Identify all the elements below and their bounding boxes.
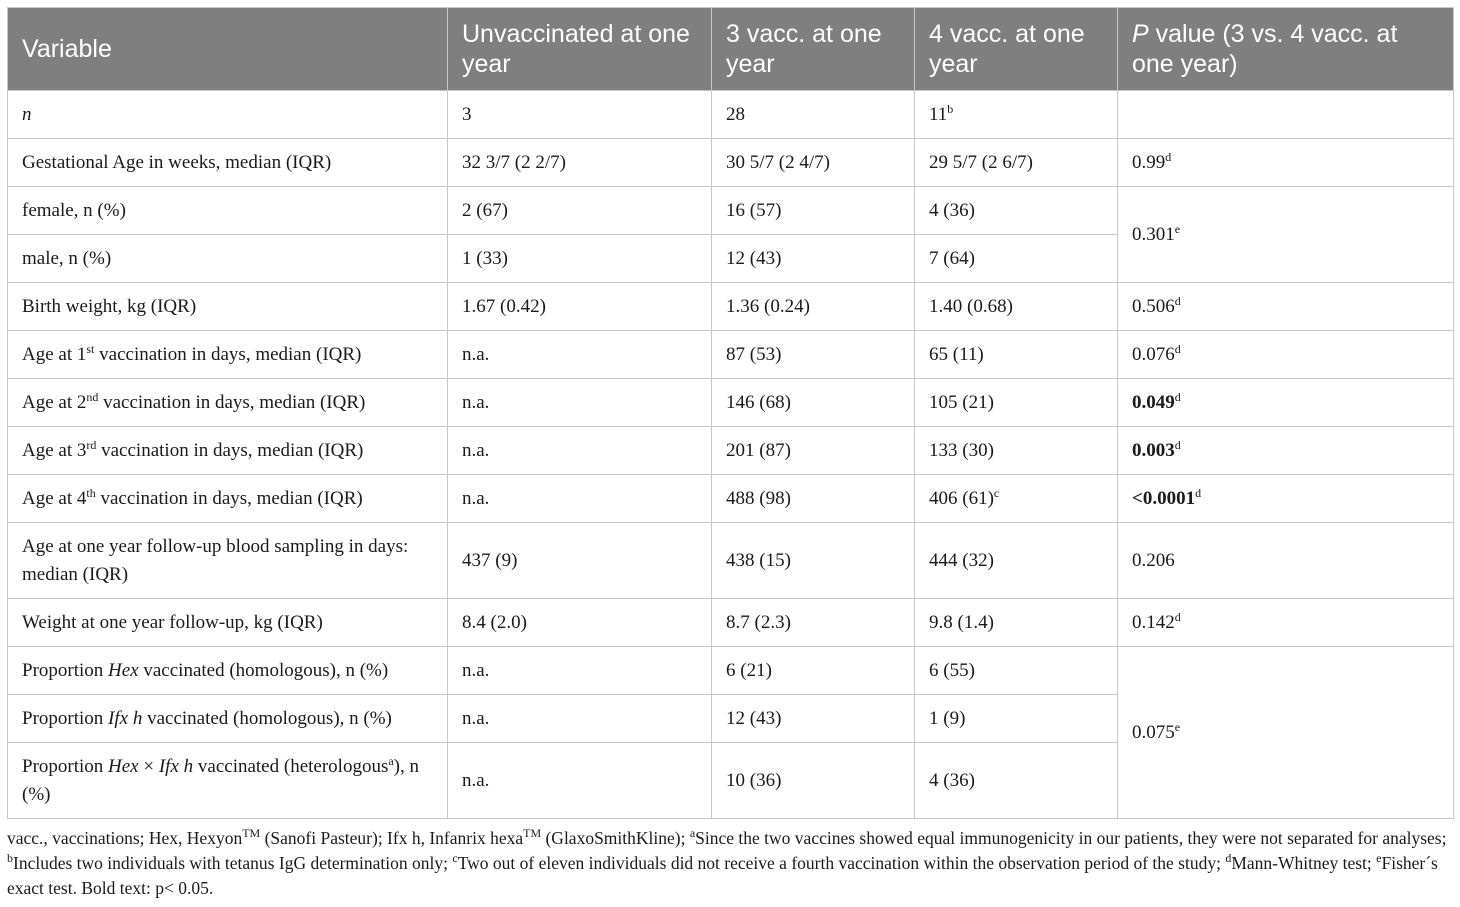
cell-p-value: 0.301e bbox=[1118, 187, 1454, 283]
row-label: Gestational Age in weeks, median (IQR) bbox=[8, 139, 448, 187]
header-variable: Variable bbox=[8, 8, 448, 91]
cell-3-vacc: 16 (57) bbox=[712, 187, 915, 235]
cell-3-vacc: 1.36 (0.24) bbox=[712, 283, 915, 331]
row-label: Age at 2nd vaccination in days, median (IQR) bbox=[8, 379, 448, 427]
cell-3-vacc: 201 (87) bbox=[712, 427, 915, 475]
row-label: Age at 4th vaccination in days, median (IQR) bbox=[8, 475, 448, 523]
row-label: male, n (%) bbox=[8, 235, 448, 283]
cell-p-value: 0.206 bbox=[1118, 523, 1454, 599]
table-footnote: vacc., vaccinations; Hex, Hexyon™ (Sanofi Pasteur); Ifx h, Infanrix hexa™ (GlaxoSmithKline); $^a$Since the two vaccines showed equal immunogenicity in our patients, they were not separated for analyses; $^b$Includes two individuals with tetanus IgG determination only; $^c$Two out of eleven individuals did not receive a fourth vaccination within the observation period of the study; $^d$Mann-Whitney test; $^e$Fisher´s exact test. Bold text: p< 0.05. bbox=[7, 826, 1447, 898]
cell-3-vacc: 30 5/7 (2 4/7) bbox=[712, 139, 915, 187]
header-4-vacc: 4 vacc. at one year bbox=[915, 8, 1118, 91]
cell-p-value: 0.049$^d$ bbox=[1118, 379, 1454, 427]
cell-3-vacc: 8.7 (2.3) bbox=[712, 599, 915, 647]
cell-unvaccinated: n.a. bbox=[448, 331, 712, 379]
cell-p-value: 0.506$^d$ bbox=[1118, 283, 1454, 331]
row-label: Age at one year follow-up blood sampling in days: median (IQR) bbox=[8, 523, 448, 599]
row-label: Proportion Hex × Ifx h vaccinated (heterologous$^a$), n (%) bbox=[8, 743, 448, 819]
cell-unvaccinated: 437 (9) bbox=[448, 523, 712, 599]
header-3-vacc: 3 vacc. at one year bbox=[712, 8, 915, 91]
cell-3-vacc: 12 (43) bbox=[712, 235, 915, 283]
table-row bbox=[8, 379, 1454, 427]
cell-4-vacc: 1 (9) bbox=[915, 695, 1118, 743]
cell-unvaccinated: 8.4 (2.0) bbox=[448, 599, 712, 647]
table-header bbox=[8, 8, 1454, 91]
table-row bbox=[8, 599, 1454, 647]
table-row bbox=[8, 523, 1454, 599]
cell-unvaccinated: n.a. bbox=[448, 647, 712, 695]
cell-unvaccinated: 1.67 (0.42) bbox=[448, 283, 712, 331]
cell-p-value: 0.003$^d$ bbox=[1118, 427, 1454, 475]
table-row bbox=[8, 187, 1454, 235]
cell-unvaccinated: 3 bbox=[448, 91, 712, 139]
cell-4-vacc: 406 $(61)^c$ bbox=[915, 475, 1118, 523]
cell-p-value: 0.99$^d$ bbox=[1118, 139, 1454, 187]
table-row bbox=[8, 331, 1454, 379]
cell-4-vacc: 7 (64) bbox=[915, 235, 1118, 283]
cell-p-value: 0.142$^d$ bbox=[1118, 599, 1454, 647]
cell-4-vacc: 4 (36) bbox=[915, 743, 1118, 819]
cell-p-value bbox=[1118, 91, 1454, 139]
cell-unvaccinated: 1 (33) bbox=[448, 235, 712, 283]
row-label: female, n (%) bbox=[8, 187, 448, 235]
row-label: Proportion Hex vaccinated (homologous), n (%) bbox=[8, 647, 448, 695]
row-label: n bbox=[8, 91, 448, 139]
cell-3-vacc: 438 (15) bbox=[712, 523, 915, 599]
header-p-italic: P bbox=[1132, 20, 1149, 48]
cell-3-vacc: 6 (21) bbox=[712, 647, 915, 695]
cell-4-vacc: 6 (55) bbox=[915, 647, 1118, 695]
table-row bbox=[8, 283, 1454, 331]
row-label: Age at 1st vaccination in days, median (IQR) bbox=[8, 331, 448, 379]
table-row bbox=[8, 427, 1454, 475]
cell-3-vacc: 146 (68) bbox=[712, 379, 915, 427]
cell-3-vacc: 488 (98) bbox=[712, 475, 915, 523]
cell-unvaccinated: n.a. bbox=[448, 475, 712, 523]
cell-4-vacc: 1.40 (0.68) bbox=[915, 283, 1118, 331]
cell-4-vacc: 133 (30) bbox=[915, 427, 1118, 475]
cell-p-value: 0.076$^d$ bbox=[1118, 331, 1454, 379]
cell-3-vacc: 12 (43) bbox=[712, 695, 915, 743]
header-p-rest: value (3 vs. 4 vacc. at one year) bbox=[1132, 20, 1398, 78]
table-row bbox=[8, 91, 1454, 139]
row-label: Weight at one year follow-up, kg (IQR) bbox=[8, 599, 448, 647]
cell-4-vacc: 4 (36) bbox=[915, 187, 1118, 235]
cell-unvaccinated: n.a. bbox=[448, 379, 712, 427]
cell-unvaccinated: n.a. bbox=[448, 695, 712, 743]
cell-4-vacc: 65 (11) bbox=[915, 331, 1118, 379]
cell-unvaccinated: 2 (67) bbox=[448, 187, 712, 235]
cell-unvaccinated: 32 3/7 (2 2/7) bbox=[448, 139, 712, 187]
cell-3-vacc: 10 (36) bbox=[712, 743, 915, 819]
row-label: Age at 3rd vaccination in days, median (IQR) bbox=[8, 427, 448, 475]
cell-4-vacc: 11$^b$ bbox=[915, 91, 1118, 139]
cell-p-value: 0.075e bbox=[1118, 647, 1454, 819]
cell-4-vacc: 105 (21) bbox=[915, 379, 1118, 427]
cell-p-value: <0.0001$^d$ bbox=[1118, 475, 1454, 523]
table-container bbox=[7, 7, 1453, 819]
row-label: Proportion Ifx h vaccinated (homologous), n (%) bbox=[8, 695, 448, 743]
row-label: Birth weight, kg (IQR) bbox=[8, 283, 448, 331]
cell-4-vacc: 9.8 (1.4) bbox=[915, 599, 1118, 647]
header-p-value bbox=[1118, 8, 1454, 91]
cell-unvaccinated: n.a. bbox=[448, 743, 712, 819]
table-row bbox=[8, 647, 1454, 695]
table-row bbox=[8, 139, 1454, 187]
header-unvaccinated: Unvaccinated at one year bbox=[448, 8, 712, 91]
cell-4-vacc: 444 (32) bbox=[915, 523, 1118, 599]
data-table bbox=[7, 7, 1454, 819]
cell-3-vacc: 28 bbox=[712, 91, 915, 139]
cell-unvaccinated: n.a. bbox=[448, 427, 712, 475]
cell-3-vacc: 87 (53) bbox=[712, 331, 915, 379]
cell-4-vacc: 29 5/7 (2 6/7) bbox=[915, 139, 1118, 187]
table-row bbox=[8, 475, 1454, 523]
